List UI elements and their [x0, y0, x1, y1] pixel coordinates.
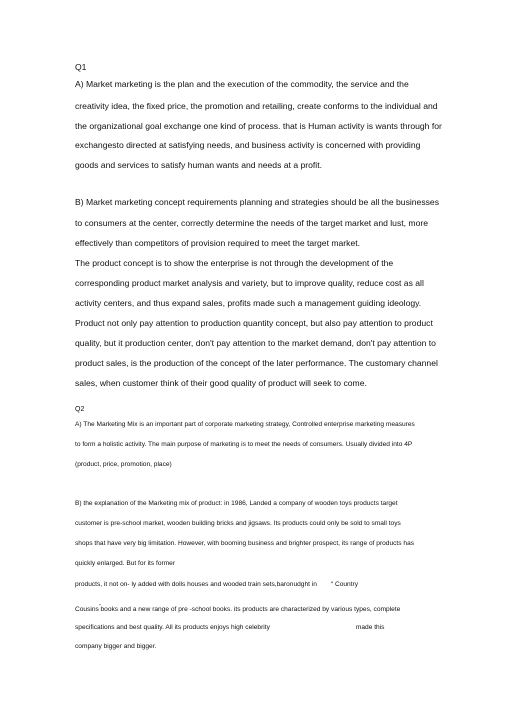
- q2-cousins-line: [75, 604, 400, 613]
- q2-products-line: [75, 581, 358, 588]
- q1-b-line: corresponding product market analysis and variety, but to improve quality, reduce cost as all: [75, 278, 424, 288]
- q1-b-line: quality, but it production center, don't pay attention to the market demand, don't pay attention to: [75, 338, 436, 348]
- q1-a-line: goods and services to satisfy human wants and needs at a profit.: [75, 160, 322, 170]
- q1-b-line: product sales, is the production of the concept of the later performance. The customary channel: [75, 358, 438, 368]
- q1-b-line: to consumers at the center, correctly determine the needs of the target market and lust, more: [75, 218, 428, 228]
- q1-a-line: A) Market marketing is the plan and the execution of the commodity, the service and the: [75, 79, 409, 89]
- q2-spec-text: specifications and best quality. All its products enjoys high celebrity: [75, 624, 270, 631]
- q2-cousins-text: Cousins: [75, 606, 99, 614]
- q2-products-text: products, it not on- ly added with dolls houses and wooded train sets,baronudght in: [75, 581, 317, 588]
- q2-a-line: (product, price, promotion, place): [75, 461, 172, 468]
- q1-a-line: creativity idea, the fixed price, the promotion and retailing, create conforms to the individual and: [75, 101, 438, 111]
- q2-country-text: “ Country: [330, 581, 359, 588]
- q2-b-line: shops that have very big limitation. However, with booming business and brighter prospect, its range of products has: [75, 540, 415, 547]
- q2-b-line: B) the explanation of the Marketing mix of product: in 1986, Landed a company of wooden toys products target: [75, 500, 398, 507]
- q2-b-line: quickly enlarged. But for its former: [75, 560, 176, 567]
- q2-books-text: books and a new range of pre -school books. its products are characterized by various types, complete: [100, 606, 401, 614]
- q1-b-line: sales, when customer think of their good quality of product will seek to come.: [75, 378, 367, 388]
- q2-quote-mark: ”: [98, 604, 101, 610]
- q2-heading: Q2: [75, 406, 85, 413]
- q1-heading: Q1: [75, 62, 87, 72]
- q1-a-line: exchangesto directed at satisfying needs, and business activity is concerned with providing: [75, 140, 421, 150]
- q1-b-line: Product not only pay attention to production quantity concept, but also pay attention to product: [75, 318, 433, 328]
- q2-b-line: customer is pre-school market, wooden building bricks and jigsaws. Its products could only be sold to small toys: [75, 520, 401, 527]
- q2-made-text: made this: [355, 624, 385, 631]
- q1-b-line: B) Market marketing concept requirements planning and strategies should be all the businesses: [75, 197, 440, 207]
- q1-a-line: the organizational goal exchange one kind of process. that is Human activity is wants through for: [75, 121, 442, 131]
- q2-a-line: A) The Marketing Mix is an important part of corporate marketing strategy, Controlled enterprise marketing measures: [75, 421, 415, 428]
- q2-a-line: to form a holistic activity. The main purpose of marketing is to meet the needs of consumers. Usually divided into 4P: [75, 441, 413, 448]
- q2-last-line: company bigger and bigger.: [75, 643, 157, 650]
- q1-b-line: effectively than competitors of provision required to meet the target market.: [75, 238, 361, 248]
- q1-b-line: The product concept is to show the enterprise is not through the development of the: [75, 258, 394, 268]
- q1-b-line: activity centers, and thus expand sales, profits made such a management guiding ideology.: [75, 298, 422, 308]
- q2-spec-line: [75, 624, 384, 631]
